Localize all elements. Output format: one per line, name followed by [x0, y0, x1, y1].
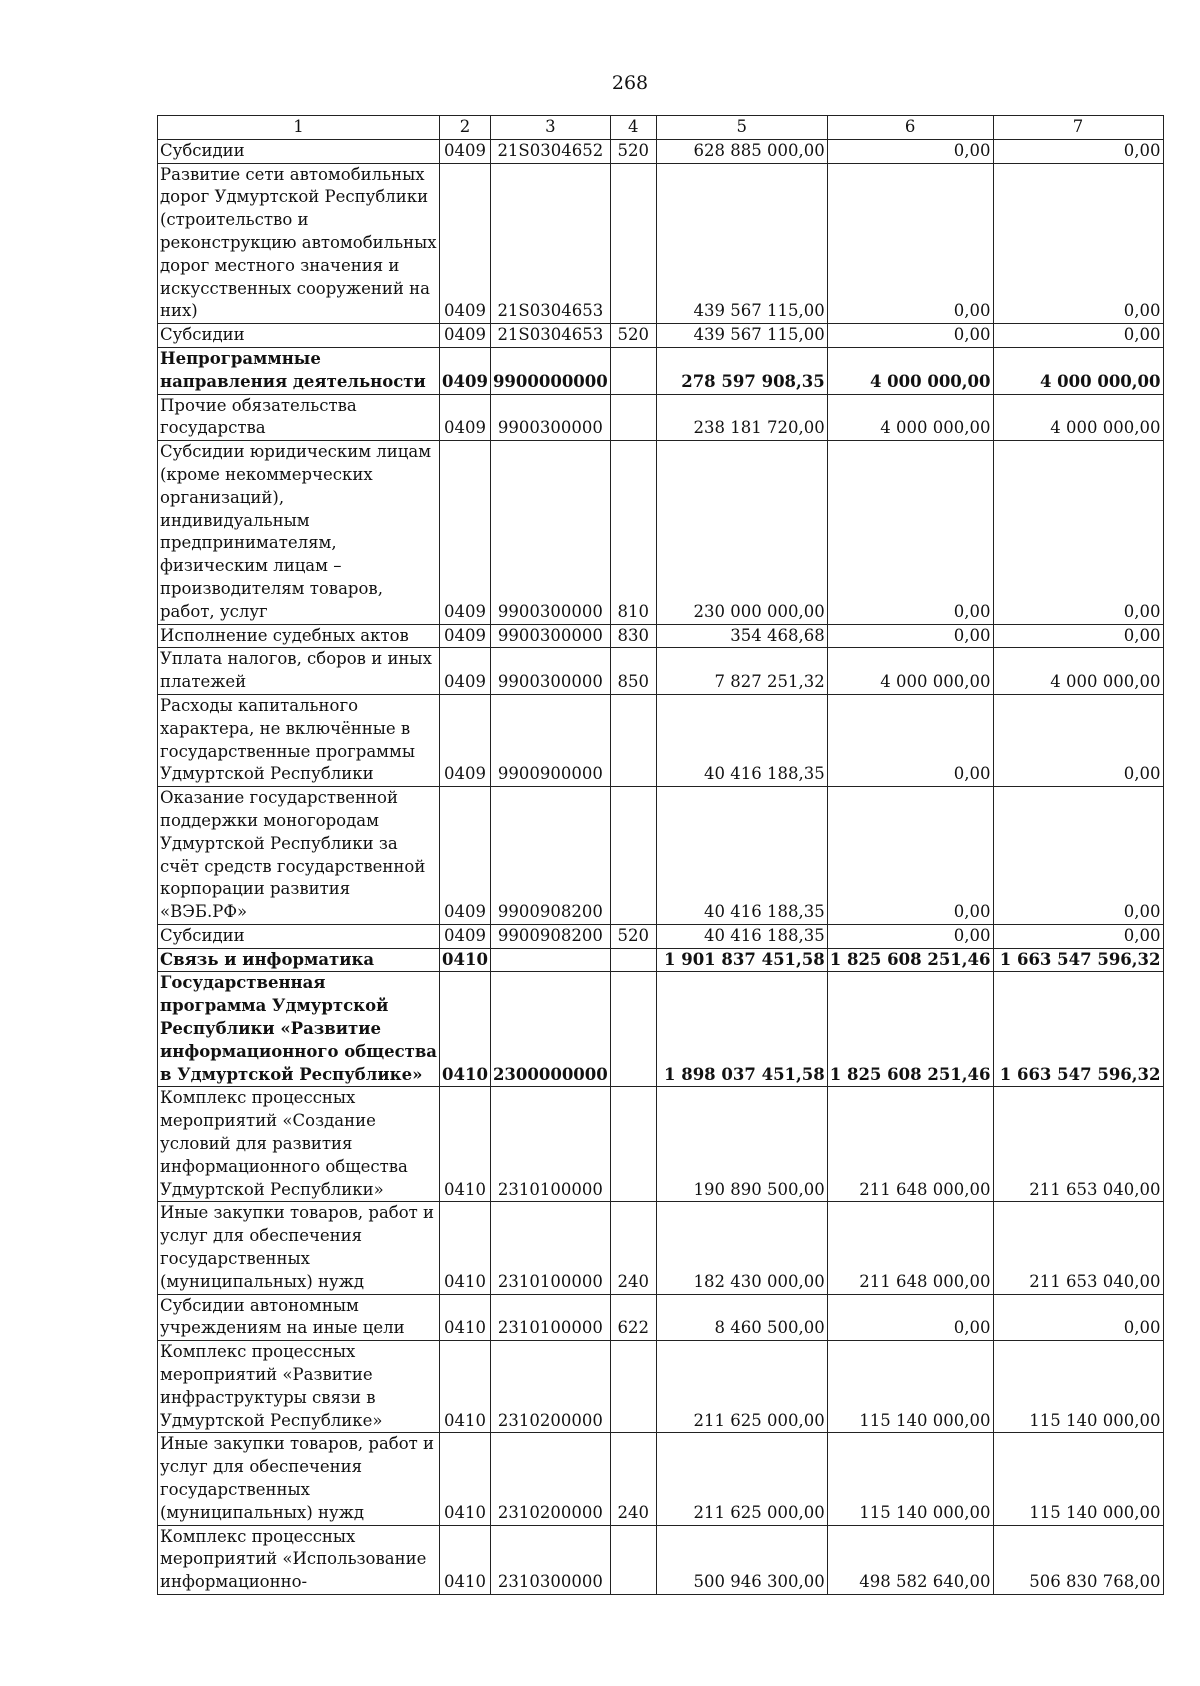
- amount-year-2: 0,00: [827, 924, 993, 948]
- header-col-3: 3: [490, 116, 610, 140]
- table-row: [158, 624, 1164, 648]
- amount-year-1: 230 000 000,00: [656, 441, 827, 624]
- table-row: [158, 648, 1164, 695]
- target-article-code: 21S0304653: [490, 324, 610, 348]
- table-row: [158, 1525, 1164, 1594]
- section-code: 0409: [440, 648, 491, 695]
- amount-year-2: 0,00: [827, 324, 993, 348]
- section-code: 0410: [440, 972, 491, 1087]
- table-row: [158, 972, 1164, 1087]
- expense-type-code: 240: [610, 1433, 656, 1525]
- section-code: 0409: [440, 924, 491, 948]
- row-name: Комплекс процессных мероприятий «Создание условий для развития информационного общества Удмуртской Республики»: [158, 1087, 440, 1202]
- section-code: 0409: [440, 163, 491, 324]
- target-article-code: 9900300000: [490, 648, 610, 695]
- amount-year-3: 0,00: [993, 139, 1163, 163]
- row-name: Государственная программа Удмуртской Республики «Развитие информационного общества в Удмуртской Республике»: [158, 972, 440, 1087]
- table-row: [158, 1087, 1164, 1202]
- table-row: [158, 1294, 1164, 1341]
- amount-year-3: 506 830 768,00: [993, 1525, 1163, 1594]
- expense-type-code: 520: [610, 139, 656, 163]
- target-article-code: [490, 948, 610, 972]
- expense-type-code: 850: [610, 648, 656, 695]
- section-code: 0410: [440, 1433, 491, 1525]
- target-article-code: 9900300000: [490, 441, 610, 624]
- section-code: 0409: [440, 441, 491, 624]
- row-name: Связь и информатика: [158, 948, 440, 972]
- amount-year-2: 1 825 608 251,46: [827, 972, 993, 1087]
- row-name: Комплекс процессных мероприятий «Развитие инфраструктуры связи в Удмуртской Республике»: [158, 1341, 440, 1433]
- expense-type-code: 830: [610, 624, 656, 648]
- table-row: [158, 441, 1164, 624]
- amount-year-3: 115 140 000,00: [993, 1433, 1163, 1525]
- amount-year-3: 211 653 040,00: [993, 1087, 1163, 1202]
- header-col-2: 2: [440, 116, 491, 140]
- table-row: [158, 324, 1164, 348]
- header-col-6: 6: [827, 116, 993, 140]
- amount-year-3: 0,00: [993, 324, 1163, 348]
- row-name: Субсидии: [158, 924, 440, 948]
- table-row: [158, 1202, 1164, 1294]
- amount-year-2: 0,00: [827, 624, 993, 648]
- budget-table: [157, 115, 1164, 1595]
- table-row: [158, 694, 1164, 786]
- target-article-code: 9900000000: [490, 347, 610, 394]
- table-row: [158, 948, 1164, 972]
- amount-year-2: 0,00: [827, 139, 993, 163]
- target-article-code: 9900300000: [490, 624, 610, 648]
- amount-year-1: 439 567 115,00: [656, 163, 827, 324]
- row-name: Субсидии автономным учреждениям на иные цели: [158, 1294, 440, 1341]
- target-article-code: 2310200000: [490, 1341, 610, 1433]
- target-article-code: 9900908200: [490, 787, 610, 925]
- page-number: 268: [611, 72, 649, 94]
- table-row: [158, 139, 1164, 163]
- section-code: 0410: [440, 1202, 491, 1294]
- amount-year-3: 211 653 040,00: [993, 1202, 1163, 1294]
- section-code: 0410: [440, 1294, 491, 1341]
- amount-year-3: 0,00: [993, 441, 1163, 624]
- amount-year-3: 4 000 000,00: [993, 347, 1163, 394]
- amount-year-3: 4 000 000,00: [993, 648, 1163, 695]
- target-article-code: 2310100000: [490, 1202, 610, 1294]
- expense-type-code: [610, 394, 656, 441]
- amount-year-1: 7 827 251,32: [656, 648, 827, 695]
- header-col-4: 4: [610, 116, 656, 140]
- amount-year-3: 1 663 547 596,32: [993, 948, 1163, 972]
- amount-year-1: 1 901 837 451,58: [656, 948, 827, 972]
- row-name: Иные закупки товаров, работ и услуг для обеспечения государственных (муниципальных) нужд: [158, 1202, 440, 1294]
- row-name: Расходы капитального характера, не включённые в государственные программы Удмуртской Республики: [158, 694, 440, 786]
- section-code: 0409: [440, 624, 491, 648]
- expense-type-code: 622: [610, 1294, 656, 1341]
- row-name: Прочие обязательства государства: [158, 394, 440, 441]
- amount-year-3: 0,00: [993, 163, 1163, 324]
- amount-year-2: 4 000 000,00: [827, 648, 993, 695]
- section-code: 0409: [440, 139, 491, 163]
- amount-year-1: 439 567 115,00: [656, 324, 827, 348]
- table-row: [158, 347, 1164, 394]
- expense-type-code: 240: [610, 1202, 656, 1294]
- target-article-code: 21S0304652: [490, 139, 610, 163]
- row-name: Непрограммные направления деятельности: [158, 347, 440, 394]
- section-code: 0410: [440, 1341, 491, 1433]
- header-col-7: 7: [993, 116, 1163, 140]
- section-code: 0410: [440, 948, 491, 972]
- amount-year-3: 0,00: [993, 787, 1163, 925]
- expense-type-code: [610, 1341, 656, 1433]
- amount-year-1: 628 885 000,00: [656, 139, 827, 163]
- header-col-5: 5: [656, 116, 827, 140]
- section-code: 0410: [440, 1525, 491, 1594]
- row-name: Исполнение судебных актов: [158, 624, 440, 648]
- table-row: [158, 394, 1164, 441]
- expense-type-code: [610, 1087, 656, 1202]
- row-name: Комплекс процессных мероприятий «Использование информационно-: [158, 1525, 440, 1594]
- target-article-code: 2310200000: [490, 1433, 610, 1525]
- amount-year-2: 0,00: [827, 163, 993, 324]
- expense-type-code: 810: [610, 441, 656, 624]
- amount-year-2: 0,00: [827, 694, 993, 786]
- row-name: Оказание государственной поддержки моногородам Удмуртской Республики за счёт средств государственной корпорации развития «ВЭБ.РФ»: [158, 787, 440, 925]
- amount-year-3: 0,00: [993, 624, 1163, 648]
- table-row: [158, 163, 1164, 324]
- section-code: 0410: [440, 1087, 491, 1202]
- amount-year-2: 115 140 000,00: [827, 1341, 993, 1433]
- row-name: Иные закупки товаров, работ и услуг для обеспечения государственных (муниципальных) нужд: [158, 1433, 440, 1525]
- section-code: 0409: [440, 324, 491, 348]
- target-article-code: 9900908200: [490, 924, 610, 948]
- header-col-1: 1: [158, 116, 440, 140]
- amount-year-1: 238 181 720,00: [656, 394, 827, 441]
- expense-type-code: [610, 787, 656, 925]
- amount-year-1: 1 898 037 451,58: [656, 972, 827, 1087]
- target-article-code: 2300000000: [490, 972, 610, 1087]
- amount-year-2: 211 648 000,00: [827, 1202, 993, 1294]
- row-name: Уплата налогов, сборов и иных платежей: [158, 648, 440, 695]
- expense-type-code: [610, 972, 656, 1087]
- amount-year-3: 0,00: [993, 694, 1163, 786]
- expense-type-code: [610, 163, 656, 324]
- expense-type-code: [610, 948, 656, 972]
- amount-year-1: 190 890 500,00: [656, 1087, 827, 1202]
- amount-year-2: 4 000 000,00: [827, 394, 993, 441]
- table-row: [158, 787, 1164, 925]
- amount-year-1: 211 625 000,00: [656, 1341, 827, 1433]
- amount-year-1: 500 946 300,00: [656, 1525, 827, 1594]
- expense-type-code: [610, 347, 656, 394]
- amount-year-2: 4 000 000,00: [827, 347, 993, 394]
- table-row: [158, 1433, 1164, 1525]
- amount-year-2: 1 825 608 251,46: [827, 948, 993, 972]
- target-article-code: 2310100000: [490, 1087, 610, 1202]
- expense-type-code: [610, 1525, 656, 1594]
- amount-year-1: 278 597 908,35: [656, 347, 827, 394]
- expense-type-code: 520: [610, 324, 656, 348]
- expense-type-code: 520: [610, 924, 656, 948]
- amount-year-1: 182 430 000,00: [656, 1202, 827, 1294]
- row-name: Субсидии: [158, 324, 440, 348]
- amount-year-2: 211 648 000,00: [827, 1087, 993, 1202]
- table-row: [158, 924, 1164, 948]
- amount-year-3: 1 663 547 596,32: [993, 972, 1163, 1087]
- amount-year-1: 8 460 500,00: [656, 1294, 827, 1341]
- section-code: 0409: [440, 347, 491, 394]
- table-row: [158, 1341, 1164, 1433]
- amount-year-2: 115 140 000,00: [827, 1433, 993, 1525]
- amount-year-1: 211 625 000,00: [656, 1433, 827, 1525]
- amount-year-1: 354 468,68: [656, 624, 827, 648]
- section-code: 0409: [440, 787, 491, 925]
- header-row: [158, 116, 1164, 140]
- amount-year-1: 40 416 188,35: [656, 787, 827, 925]
- target-article-code: 2310300000: [490, 1525, 610, 1594]
- row-name: Субсидии юридическим лицам (кроме некоммерческих организаций), индивидуальным предпринимателям, физическим лицам – производителям товаров, работ, услуг: [158, 441, 440, 624]
- amount-year-3: 115 140 000,00: [993, 1341, 1163, 1433]
- amount-year-2: 0,00: [827, 787, 993, 925]
- target-article-code: 9900300000: [490, 394, 610, 441]
- amount-year-2: 498 582 640,00: [827, 1525, 993, 1594]
- target-article-code: 9900900000: [490, 694, 610, 786]
- amount-year-2: 0,00: [827, 1294, 993, 1341]
- amount-year-1: 40 416 188,35: [656, 924, 827, 948]
- amount-year-3: 4 000 000,00: [993, 394, 1163, 441]
- expense-type-code: [610, 694, 656, 786]
- amount-year-3: 0,00: [993, 924, 1163, 948]
- amount-year-3: 0,00: [993, 1294, 1163, 1341]
- amount-year-2: 0,00: [827, 441, 993, 624]
- row-name: Развитие сети автомобильных дорог Удмуртской Республики (строительство и реконструкцию автомобильных дорог местного значения и искусственных сооружений на них): [158, 163, 440, 324]
- target-article-code: 21S0304653: [490, 163, 610, 324]
- amount-year-1: 40 416 188,35: [656, 694, 827, 786]
- row-name: Субсидии: [158, 139, 440, 163]
- section-code: 0409: [440, 694, 491, 786]
- target-article-code: 2310100000: [490, 1294, 610, 1341]
- section-code: 0409: [440, 394, 491, 441]
